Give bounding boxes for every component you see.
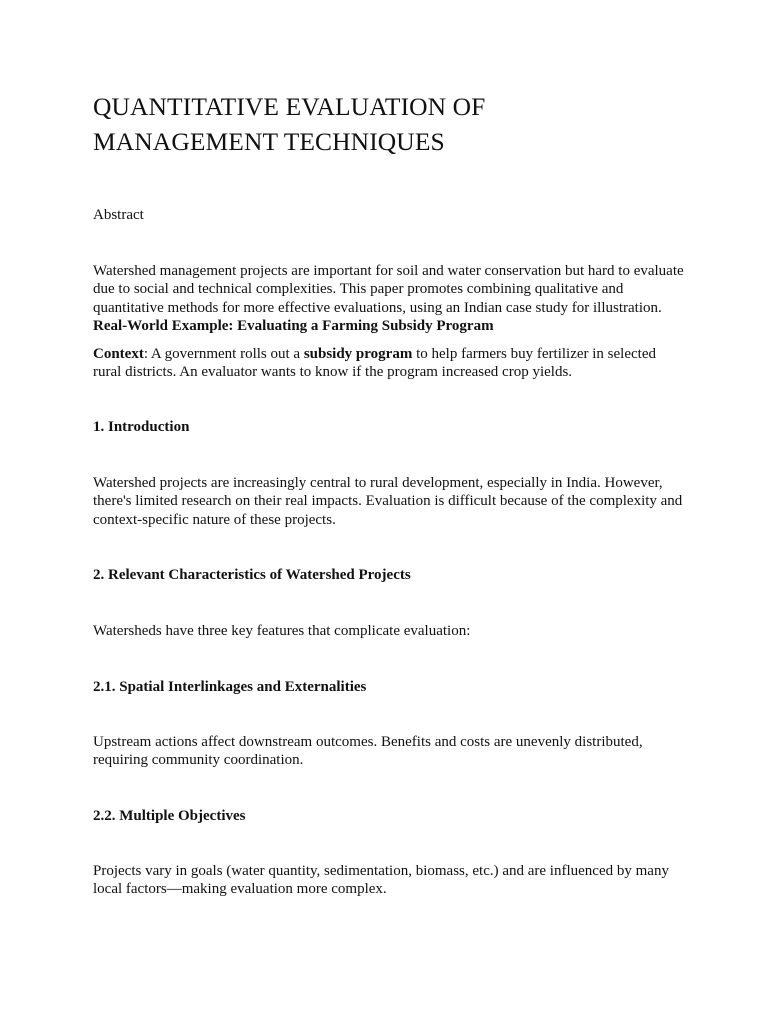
context-text-before: : A government rolls out a bbox=[143, 346, 304, 362]
context-emphasis: subsidy program bbox=[303, 346, 413, 362]
document-title bbox=[93, 89, 688, 159]
context-text-after: to help farmers buy fertilizer in selected rural districts. An evaluator wants to know if the program increased crop yields. bbox=[93, 346, 656, 381]
section-body-spatial: Upstream actions affect downstream outcomes. Benefits and costs are unevenly distributed, requiring community coordination. bbox=[93, 734, 643, 769]
section-body-objectives: Projects vary in goals (water quantity, sedimentation, biomass, etc.) and are influenced by many local factors—making evaluation more complex. bbox=[93, 863, 669, 898]
section-body-characteristics: Watersheds have three key features that complicate evaluation: bbox=[93, 623, 471, 639]
context-paragraph bbox=[93, 345, 688, 382]
section-heading-characteristics: 2. Relevant Characteristics of Watershed Projects bbox=[93, 567, 411, 583]
context-label: Context bbox=[93, 346, 144, 362]
section-heading-introduction: 1. Introduction bbox=[93, 419, 190, 435]
example-heading: Real-World Example: Evaluating a Farming Subsidy Program bbox=[93, 317, 494, 334]
section-heading-spatial: 2.1. Spatial Interlinkages and Externalities bbox=[93, 679, 367, 695]
title-line-2: MANAGEMENT TECHNIQUES bbox=[93, 127, 445, 156]
section-heading-objectives: 2.2. Multiple Objectives bbox=[93, 808, 246, 824]
abstract-paragraph bbox=[93, 262, 688, 335]
title-line-1: QUANTITATIVE EVALUATION OF bbox=[93, 92, 486, 121]
section-body-introduction: Watershed projects are increasingly central to rural development, especially in India. However, there's limited research on their real impacts. Evaluation is difficult because of the complexity and context-specific nature of these projects. bbox=[93, 475, 683, 528]
abstract-text: Watershed management projects are important for soil and water conservation but hard to evaluate due to social and technical complexities. This paper promotes combining qualitative and quantitative methods for more effective evaluations, using an Indian case study for illustration. bbox=[93, 263, 684, 316]
abstract-label: Abstract bbox=[93, 207, 144, 223]
